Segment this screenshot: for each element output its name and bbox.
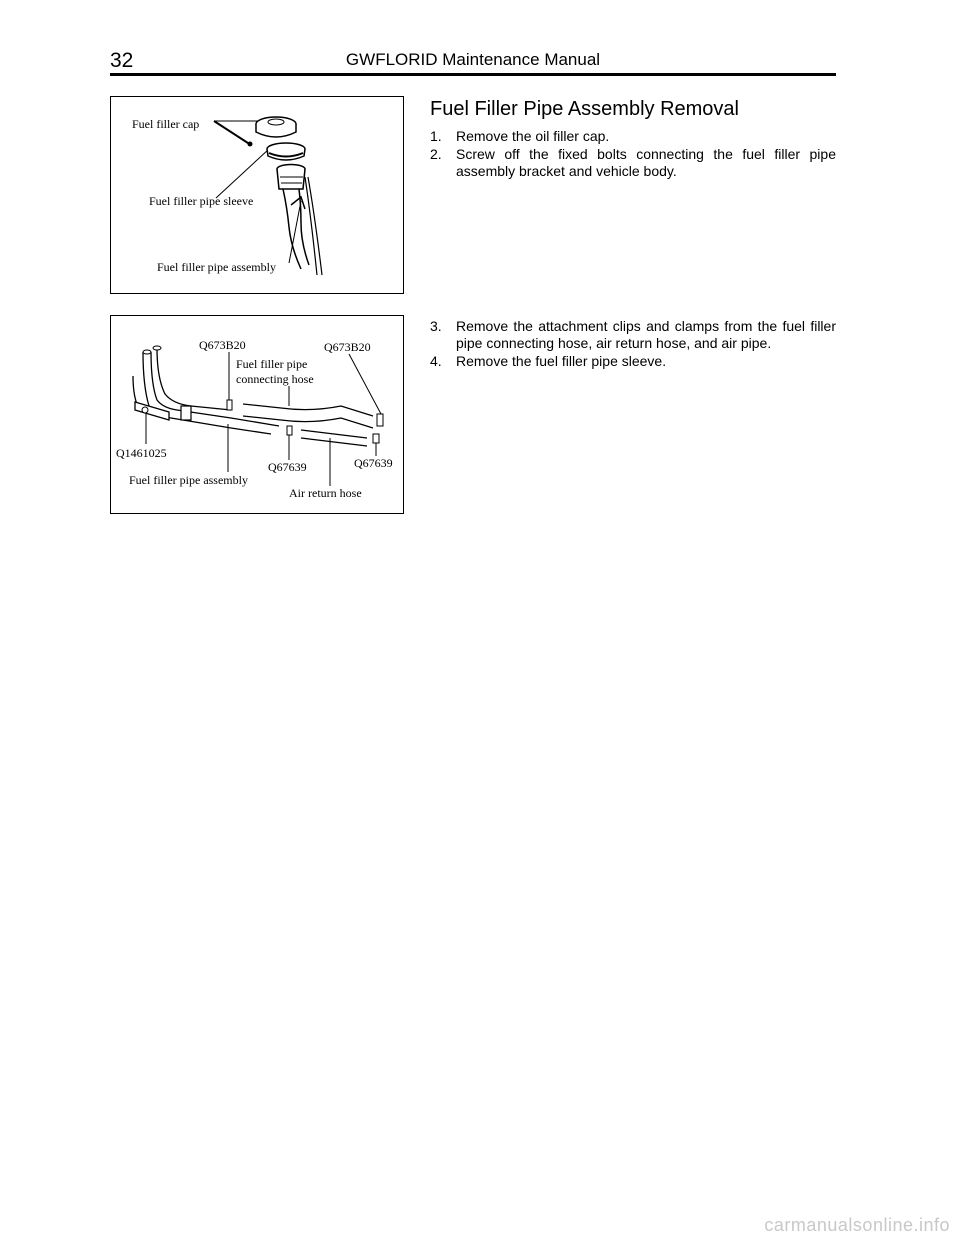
label-air-return-hose: Air return hose [289, 486, 362, 500]
label-connecting-hose-line2: connecting hose [236, 372, 314, 386]
label-fuel-filler-pipe-assembly-2: Fuel filler pipe assembly [129, 473, 248, 487]
page-header [110, 46, 836, 76]
page-number: 32 [110, 49, 134, 72]
figure-fuel-filler-cap-diagram [110, 96, 404, 294]
clip-q67639-right [373, 434, 379, 443]
step-text: Remove the attachment clips and clamps from the fuel filler pipe connecting hose, air return hose, and air pipe. [456, 318, 836, 351]
clip-q673b20-right [377, 414, 383, 426]
pipe-end-2 [153, 346, 161, 350]
steps-list-2 [430, 318, 836, 371]
step-number: 1. [430, 128, 442, 144]
pipe-bracket [291, 197, 305, 209]
leader-line-sleeve [216, 149, 269, 198]
step-text: Screw off the fixed bolts connecting the fuel filler pipe assembly bracket and vehicle body. [456, 146, 836, 179]
pipe-outline-right [299, 189, 309, 265]
label-connecting-hose-line1: Fuel filler pipe [236, 357, 308, 371]
figure-hose-clamps-diagram [110, 315, 404, 514]
header-rule [110, 73, 836, 76]
label-q67639-mid: Q67639 [268, 460, 307, 474]
step-item [430, 146, 836, 180]
header-title: GWFLORID Maintenance Manual [345, 50, 601, 69]
connecting-hose-bottom [243, 416, 373, 428]
label-q673b20-right: Q673B20 [324, 340, 371, 354]
connecting-hose-top [243, 404, 373, 416]
label-q1461025: Q1461025 [116, 446, 167, 460]
step-number: 2. [430, 146, 442, 162]
cap-tether [214, 121, 251, 145]
label-fuel-filler-cap: Fuel filler cap [132, 117, 200, 131]
label-q673b20-left: Q673B20 [199, 338, 246, 352]
pipe-neck-body [277, 169, 305, 189]
step-number: 3. [430, 318, 442, 334]
step-text: Remove the oil filler cap. [456, 128, 610, 144]
pipe-collar [181, 406, 191, 420]
hose-clamps-diagram-svg [111, 316, 403, 513]
pipe-bracket-2 [135, 402, 169, 420]
pipe-end-1 [143, 350, 151, 354]
clip-q67639-mid [287, 426, 292, 435]
tether-end [248, 142, 253, 147]
cap-body [256, 124, 296, 137]
air-return-hose-bottom [301, 438, 367, 446]
clip-q673b20-left [227, 400, 232, 410]
leader-q673b20-right [349, 354, 381, 414]
bracket-bolt [142, 407, 148, 413]
pipe-outline-left [283, 189, 301, 269]
watermark: carmanualsonline.info [764, 1215, 950, 1235]
air-return-hose-top [301, 430, 367, 438]
section-title: Fuel Filler Pipe Assembly Removal [430, 98, 739, 120]
step-item [430, 353, 836, 370]
step-number: 4. [430, 353, 442, 369]
pipe-outline-3 [157, 348, 231, 410]
label-q67639-right: Q67639 [354, 456, 393, 470]
label-fuel-filler-pipe-sleeve: Fuel filler pipe sleeve [149, 194, 254, 208]
steps-list-1 [430, 128, 836, 181]
fuel-filler-diagram-svg [111, 97, 403, 293]
step-item [430, 128, 836, 145]
step-item [430, 318, 836, 352]
label-fuel-filler-pipe-assembly: Fuel filler pipe assembly [157, 260, 276, 274]
step-text: Remove the fuel filler pipe sleeve. [456, 353, 667, 369]
